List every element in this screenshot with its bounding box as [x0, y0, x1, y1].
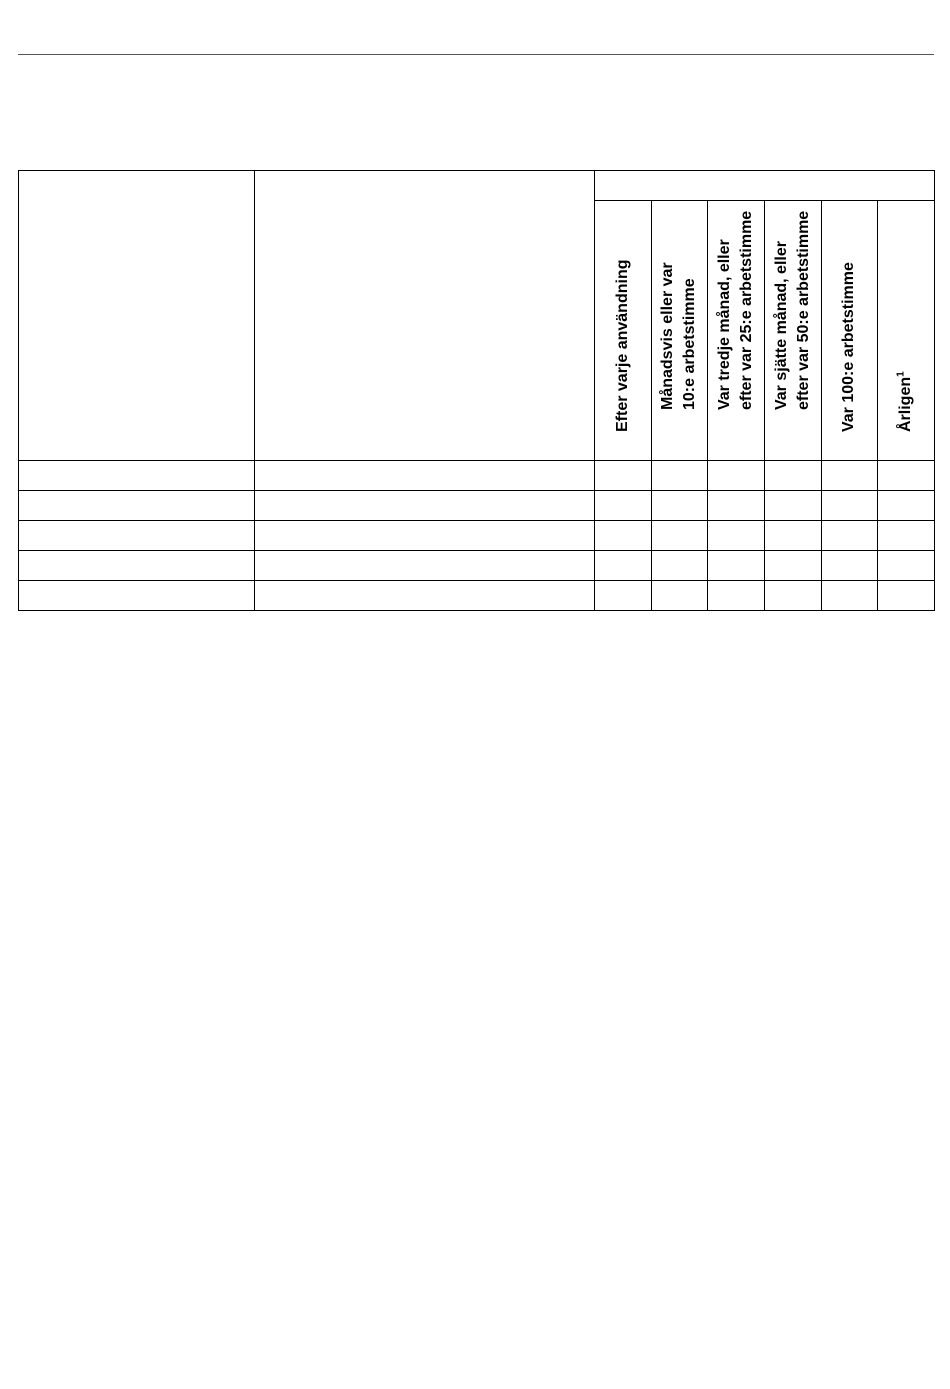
interval-cell — [595, 461, 652, 491]
interval-header-text: Årligen — [897, 376, 915, 432]
interval-cell — [651, 491, 708, 521]
interval-group-header — [595, 171, 935, 201]
interval-cell — [764, 581, 821, 611]
interval-cell — [821, 521, 878, 551]
description-cell — [255, 551, 595, 581]
interval-cell — [878, 521, 935, 551]
interval-header-line — [895, 371, 917, 432]
interval-cell — [878, 491, 935, 521]
description-cell — [255, 581, 595, 611]
interval-header-line: 10:e arbetstimme — [681, 278, 699, 410]
interval-header — [764, 201, 821, 461]
description-column-header — [255, 171, 595, 461]
interval-cell — [821, 491, 878, 521]
interval-header — [878, 201, 935, 461]
interval-cell — [708, 491, 765, 521]
interval-cell — [878, 581, 935, 611]
item-cell — [19, 551, 255, 581]
description-cell — [255, 491, 595, 521]
header-rule — [18, 54, 934, 55]
interval-header-line: Var 100:e arbetstimme — [840, 262, 858, 432]
interval-cell — [595, 491, 652, 521]
interval-cell — [708, 461, 765, 491]
interval-cell — [764, 551, 821, 581]
table-row — [19, 551, 935, 581]
interval-cell — [821, 551, 878, 581]
table-row — [19, 461, 935, 491]
item-column-header — [19, 171, 255, 461]
description-cell — [255, 461, 595, 491]
table-row — [19, 521, 935, 551]
item-cell — [19, 461, 255, 491]
interval-cell — [651, 581, 708, 611]
table-row — [19, 491, 935, 521]
interval-cell — [821, 581, 878, 611]
interval-cell — [764, 461, 821, 491]
item-cell — [19, 491, 255, 521]
interval-cell — [821, 461, 878, 491]
interval-header-line: Efter varje användning — [613, 259, 631, 432]
interval-cell — [764, 521, 821, 551]
interval-header-line: Var tredje månad, eller — [716, 239, 734, 410]
interval-cell — [708, 551, 765, 581]
item-cell — [19, 521, 255, 551]
interval-header — [651, 201, 708, 461]
interval-header-line: Månadsvis eller var — [659, 262, 677, 410]
interval-cell — [595, 551, 652, 581]
interval-cell — [878, 551, 935, 581]
interval-header — [595, 201, 652, 461]
footnote-marker: 1 — [895, 371, 907, 377]
interval-header — [708, 201, 765, 461]
interval-header-line: efter var 50:e arbetstimme — [794, 210, 812, 410]
interval-cell — [708, 581, 765, 611]
interval-header-line: efter var 25:e arbetstimme — [738, 210, 756, 410]
interval-header — [821, 201, 878, 461]
interval-cell — [708, 521, 765, 551]
interval-cell — [651, 521, 708, 551]
interval-cell — [764, 491, 821, 521]
interval-cell — [878, 461, 935, 491]
interval-cell — [595, 521, 652, 551]
interval-cell — [595, 581, 652, 611]
table-row — [19, 581, 935, 611]
item-cell — [19, 581, 255, 611]
interval-cell — [651, 551, 708, 581]
description-cell — [255, 521, 595, 551]
maintenance-schedule-table — [18, 170, 935, 611]
interval-header-line: Var sjätte månad, eller — [772, 241, 790, 410]
interval-cell — [651, 461, 708, 491]
